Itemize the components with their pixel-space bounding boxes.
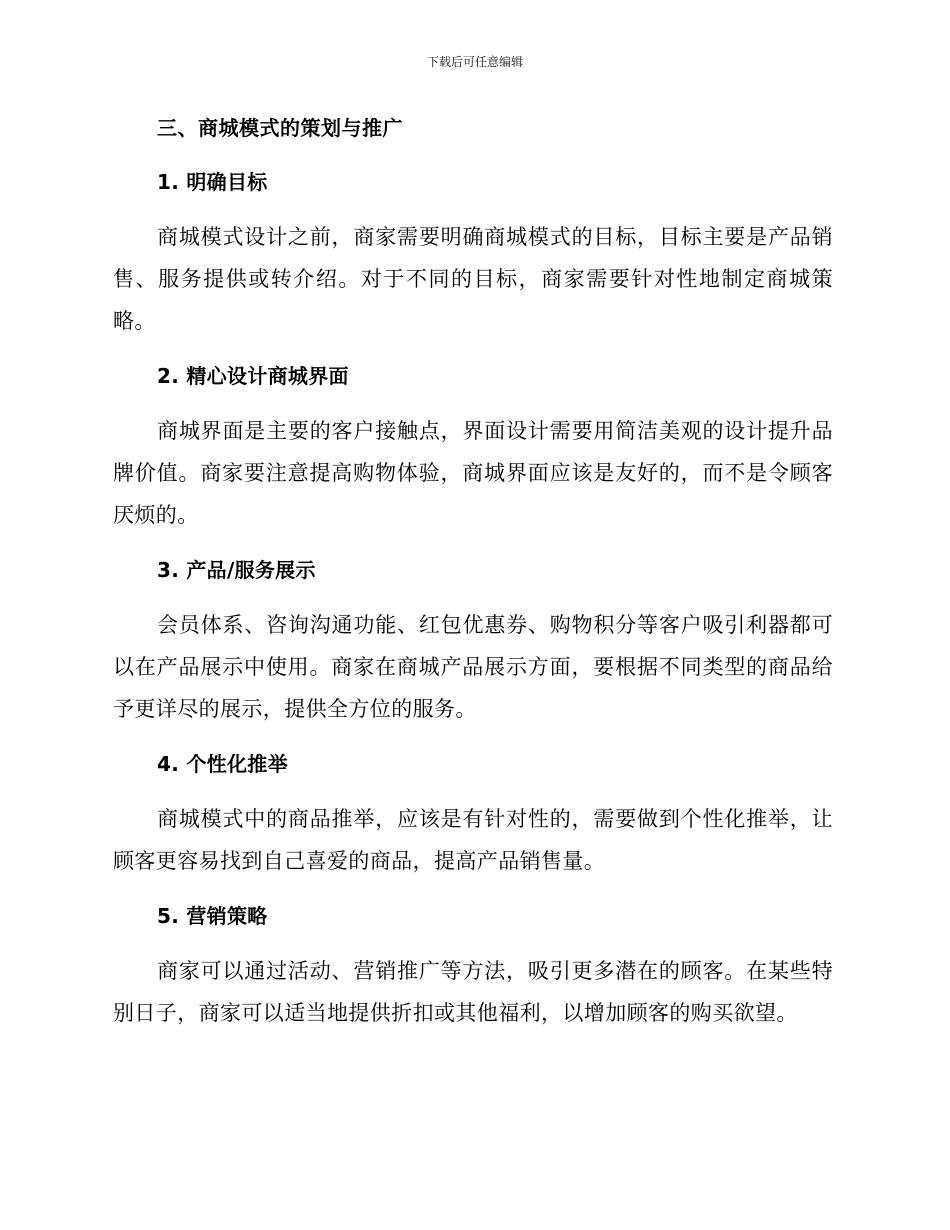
heading-marketing-strategy: 5. 营销策略 xyxy=(157,904,268,928)
paragraph-product-display: 会员体系、咨询沟通功能、红包优惠券、购物积分等客户吸引利器都可以在产品展示中使用。商家在商城产品展示方面，要根据不同类型的商品给予更详尽的展示，提供全方位的服务。 xyxy=(113,613,833,721)
paragraph-marketing-strategy: 商家可以通过活动、营销推广等方法，吸引更多潜在的顾客。在某些特别日子，商家可以适当地提供折扣或其他福利，以增加顾客的购买欲望。 xyxy=(113,959,833,1025)
heading-interface-design: 2. 精心设计商城界面 xyxy=(157,364,349,388)
paragraph-interface-design: 商城界面是主要的客户接触点，界面设计需要用简洁美观的设计提升品牌价值。商家要注意提高购物体验，商城界面应该是友好的，而不是令顾客厌烦的。 xyxy=(113,419,833,527)
document-body xyxy=(113,108,833,1034)
heading-clear-goals: 1. 明确目标 xyxy=(157,170,268,194)
page-header: 下载后可任意编辑 xyxy=(426,55,523,69)
section-title: 三、商城模式的策划与推广 xyxy=(157,116,403,140)
paragraph-personalized-recommendation: 商城模式中的商品推举，应该是有针对性的，需要做到个性化推举，让顾客更容易找到自己喜爱的商品，提高产品销售量。 xyxy=(113,807,833,873)
paragraph-clear-goals: 商城模式设计之前，商家需要明确商城模式的目标，目标主要是产品销售、服务提供或转介绍。对于不同的目标，商家需要针对性地制定商城策略。 xyxy=(113,225,833,333)
heading-personalized-recommendation: 4. 个性化推举 xyxy=(157,752,288,776)
heading-product-display: 3. 产品/服务展示 xyxy=(157,558,316,582)
